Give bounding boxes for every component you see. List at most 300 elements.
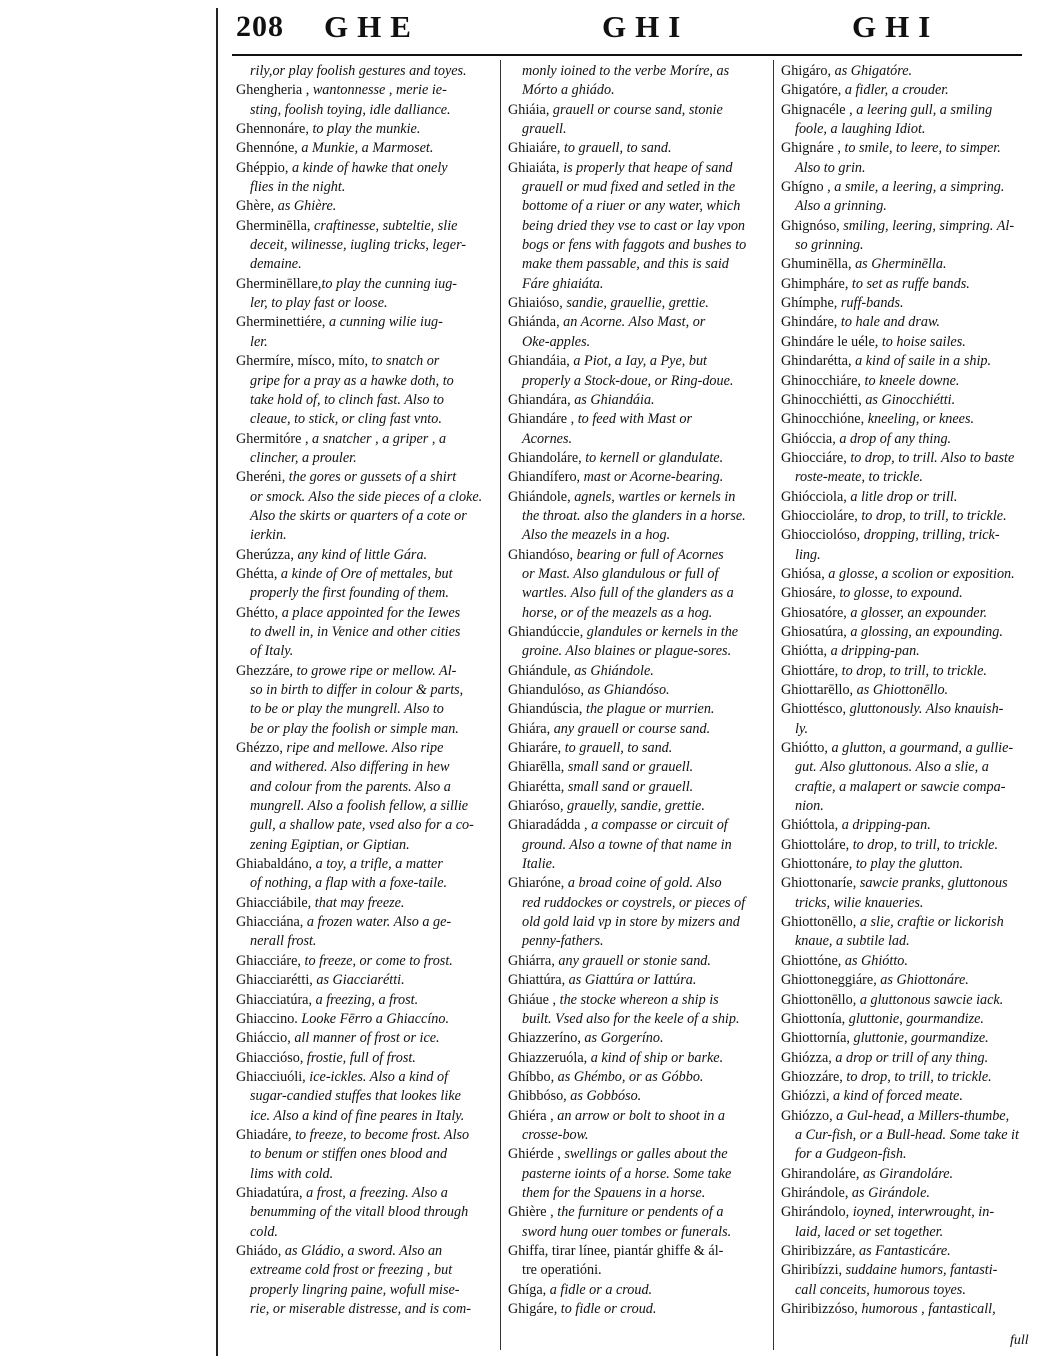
entry-continuation [781, 894, 1039, 913]
entry-headword: Ghígno , [781, 179, 831, 196]
entry-definition: an Acorne. Also Mast, or [559, 314, 706, 331]
entry-headword: Ghiacciána, [236, 914, 304, 931]
entry-headword: Ghiaióso, [508, 295, 563, 312]
dictionary-entry [508, 1281, 766, 1300]
left-margin-rule [216, 8, 218, 1356]
entry-definition: gut. Also gluttonous. Also a slie, a [795, 759, 989, 776]
entry-definition: old gold laid vp in store by mizers and [522, 914, 740, 931]
entry-definition: a compasse or circuit of [587, 817, 728, 834]
entry-continuation [781, 758, 1039, 777]
entry-definition: bottome of a riuer or any water, which [522, 198, 741, 215]
dictionary-entry [781, 816, 1039, 835]
entry-definition: to drop, to trill, to trickle. [849, 836, 999, 853]
entry-headword: Ghiottésco, [781, 701, 847, 718]
entry-definition: of nothing, a flap with a foxe-taile. [250, 875, 448, 892]
dictionary-entry [781, 62, 1039, 81]
dictionary-entry [508, 410, 766, 429]
entry-continuation [781, 197, 1039, 216]
entry-definition: ruff-bands. [837, 295, 904, 312]
entry-headword: Ghiottoneggiáre, [781, 972, 877, 989]
entry-headword: Ghiáia, [508, 101, 550, 118]
entry-headword: Ghezzáre, [236, 662, 294, 679]
entry-headword: Ghignóso, [781, 217, 840, 234]
entry-definition: grauelly, sandie, grettie. [563, 798, 705, 815]
entry-definition: a smile, a leering, a simpring. [830, 179, 1005, 196]
dictionary-entry [781, 1203, 1039, 1222]
dictionary-entry [236, 894, 494, 913]
column-divider [500, 60, 501, 1350]
entry-continuation [236, 1203, 494, 1222]
dictionary-entry [781, 681, 1039, 700]
entry-continuation [236, 449, 494, 468]
entry-definition: properly lingring paine, wofull mise- [250, 1281, 460, 1298]
entry-headword: Ghiózza, [781, 1049, 832, 1066]
dictionary-entry [781, 410, 1039, 429]
entry-headword: Ghiandáia, [508, 353, 570, 370]
entry-definition: to drop, to trill, to trickle. [838, 662, 987, 679]
entry-definition: as Girandoláre. [859, 1165, 954, 1182]
entry-definition: to play the glutton. [852, 856, 964, 873]
entry-definition: pasterne ioints of a horse. Some take [522, 1165, 732, 1182]
entry-headword: Ghiandúscia, [508, 701, 583, 718]
entry-definition: ground. Also a towne of that name in [522, 836, 732, 853]
entry-headword: Ghiottornía, [781, 1030, 850, 1047]
entry-continuation [236, 1165, 494, 1184]
entry-definition: so in birth to differ in colour & parts, [250, 682, 464, 698]
entry-definition: a kind of ship or barke. [587, 1049, 724, 1066]
entry-headword: Ghióccia, [781, 430, 836, 447]
entry-headword: Ghiottonēllo, [781, 991, 857, 1008]
entry-continuation [236, 410, 494, 429]
entry-headword: Ghiótto, [781, 740, 828, 757]
dictionary-entry [781, 991, 1039, 1010]
entry-definition: to hoise sailes. [878, 333, 966, 350]
dictionary-entry [781, 855, 1039, 874]
entry-definition: as Ghiandóso. [584, 682, 670, 698]
dictionary-entry [781, 1261, 1039, 1280]
entry-continuation [781, 778, 1039, 797]
entry-headword: Ghiocciolóso, [781, 527, 861, 544]
entry-definition: be or play the foolish or simple man. [250, 720, 459, 737]
entry-continuation [236, 1300, 494, 1319]
dictionary-entry [781, 391, 1039, 410]
entry-headword: Ghigáre, [508, 1301, 558, 1317]
entry-definition: as Ghigatóre. [831, 63, 913, 79]
entry-continuation [508, 430, 766, 449]
entry-continuation [781, 1281, 1039, 1300]
entry-definition: craftie, a malapert or sawcie compa- [795, 778, 1006, 795]
entry-definition: the furniture or pendents of a [553, 1204, 724, 1221]
entry-continuation [781, 797, 1039, 816]
dictionary-entry [508, 739, 766, 758]
entry-headword: Ghiottonáre, [781, 856, 853, 873]
entry-definition: ler, to play fast or loose. [250, 295, 388, 312]
entry-definition: sword hung ouer tombes or funerals. [522, 1223, 732, 1240]
entry-continuation [236, 1087, 494, 1106]
entry-definition: gluttonie, gourmandize. [849, 1030, 989, 1047]
header-center-letters: GHI [602, 9, 690, 44]
entry-continuation [236, 778, 494, 797]
entry-definition: as Girándole. [848, 1184, 930, 1201]
entry-definition: small sand or grauell. [564, 778, 694, 795]
dictionary-entry [781, 700, 1039, 719]
entry-definition: Looke Fērro a Ghiaccíno. [297, 1010, 450, 1027]
entry-definition: as Ghiótto. [841, 952, 908, 969]
entry-definition: suddaine humors, fantasti- [842, 1262, 998, 1279]
entry-headword: Ghirandoláre, [781, 1165, 860, 1182]
entry-continuation [236, 1261, 494, 1280]
entry-continuation [508, 642, 766, 661]
dictionary-entry [508, 1049, 766, 1068]
dictionary-entry [781, 178, 1039, 197]
entry-definition: built. Vsed also for the keele of a ship. [522, 1010, 740, 1027]
entry-continuation [508, 236, 766, 255]
entry-continuation [236, 526, 494, 545]
entry-definition: or Mast. Also glandulous or full of [522, 565, 719, 582]
dictionary-entry [236, 81, 494, 100]
entry-headword: Ghiottáre, [781, 662, 839, 679]
dictionary-column-middle [508, 62, 766, 1319]
dictionary-entry [236, 159, 494, 178]
entry-headword: Ghiósa, [781, 565, 825, 582]
entry-headword: Ghennóne, [236, 140, 298, 157]
entry-definition: ice. Also a kind of fine peares in Italy. [250, 1107, 465, 1124]
entry-continuation [236, 101, 494, 120]
dictionary-entry [781, 913, 1039, 932]
entry-definition: Oke-apples. [522, 333, 591, 350]
dictionary-entry [781, 971, 1039, 990]
dictionary-entry [781, 507, 1039, 526]
dictionary-entry [781, 1107, 1039, 1126]
dictionary-entry [236, 1068, 494, 1087]
entry-headword: Ghiottóne, [781, 952, 842, 969]
entry-continuation [781, 1126, 1039, 1145]
entry-definition: any grauell or stonie sand. [554, 952, 711, 969]
entry-continuation [781, 236, 1039, 255]
entry-continuation [236, 236, 494, 255]
dictionary-entry [508, 1203, 766, 1222]
entry-definition: as Ghiottonēllo. [853, 682, 949, 698]
entry-continuation [236, 294, 494, 313]
entry-headword: Ghiosatúra, [781, 623, 847, 640]
entry-definition: take hold of, to clinch fast. Also to [250, 391, 445, 408]
entry-definition: call conceits, humorous toyes. [795, 1281, 966, 1298]
dictionary-entry [236, 565, 494, 584]
dictionary-entry [508, 991, 766, 1010]
entry-headword: Ghiandoláre, [508, 449, 582, 466]
entry-headword: Ghiádo, [236, 1242, 282, 1259]
entry-definition: as Giattúra or Iattúra. [565, 972, 697, 989]
running-header [232, 4, 1022, 56]
dictionary-entry [781, 1029, 1039, 1048]
entry-definition: flies in the night. [250, 179, 346, 196]
dictionary-entry [781, 642, 1039, 661]
entry-continuation [236, 255, 494, 274]
entry-definition: to growe ripe or mellow. Al- [293, 662, 457, 679]
entry-continuation [236, 700, 494, 719]
entry-definition: demaine. [250, 256, 302, 273]
entry-definition: ripe and mellowe. Also ripe [282, 740, 444, 757]
entry-definition: swellings or galles about the [560, 1146, 728, 1163]
entry-headword: Ghézzo, [236, 740, 283, 757]
entry-headword: Ghigáro, [781, 63, 832, 79]
entry-definition: a snatcher , a griper , a [308, 430, 447, 447]
dictionary-entry [781, 1068, 1039, 1087]
entry-definition: zening Egiptian, or Giptian. [250, 836, 410, 853]
entry-continuation [508, 1126, 766, 1145]
entry-headword: Ghiócciola, [781, 488, 847, 505]
dictionary-entry [781, 1087, 1039, 1106]
entry-headword: Ghétto, [236, 604, 279, 621]
entry-headword: Ghiottonaríe, [781, 875, 857, 892]
entry-headword: Ghímphe, [781, 295, 838, 312]
entry-definition: to snatch or [368, 353, 440, 370]
entry-definition: as Ghiandáia. [570, 391, 655, 408]
entry-definition: a slie, craftie or lickorish [856, 914, 1004, 931]
entry-definition: grauell or course sand, stonie [549, 101, 723, 118]
entry-continuation [508, 507, 766, 526]
entry-headword: Ghiattúra, [508, 972, 566, 989]
dictionary-entry [781, 333, 1039, 352]
entry-continuation [236, 758, 494, 777]
dictionary-entry [508, 1145, 766, 1164]
entry-continuation [508, 275, 766, 294]
entry-definition: ice-ickles. Also a kind of [305, 1068, 449, 1085]
entry-definition: to feed with Mast or [574, 411, 693, 428]
dictionary-entry [781, 255, 1039, 274]
entry-headword: Ghermíre, mísco, míto, [236, 353, 368, 370]
entry-headword: Ghioccioláre, [781, 507, 858, 524]
entry-headword: Ghigatóre, [781, 82, 842, 99]
dictionary-entry [508, 468, 766, 487]
entry-definition: a broad coine of gold. Also [564, 875, 722, 892]
dictionary-entry [236, 1029, 494, 1048]
entry-continuation [508, 836, 766, 855]
dictionary-entry [781, 526, 1039, 545]
entry-continuation [781, 1223, 1039, 1242]
dictionary-entry [508, 449, 766, 468]
entry-definition: kneeling, or knees. [864, 411, 975, 428]
entry-definition: the throat. also the glanders in a horse. [522, 507, 746, 524]
entry-definition: cleaue, to stick, or cling fast vnto. [250, 411, 442, 428]
entry-definition: deceit, wilinesse, iugling tricks, leger- [250, 237, 467, 254]
entry-definition: Also a grinning. [795, 198, 887, 215]
entry-headword: Ghétta, [236, 565, 278, 582]
entry-headword: Ghirándolo, [781, 1204, 850, 1221]
dictionary-entry [508, 294, 766, 313]
entry-headword: Gherminēllare, [236, 275, 322, 292]
entry-continuation [236, 1281, 494, 1300]
dictionary-entry [236, 1010, 494, 1029]
entry-headword: Ghióttola, [781, 817, 839, 834]
entry-definition: a litle drop or trill. [846, 488, 958, 505]
entry-headword: Ghiandífero, [508, 469, 581, 486]
entry-headword: Ghirándole, [781, 1184, 849, 1201]
entry-definition: dropping, trilling, trick- [860, 527, 1000, 544]
entry-definition: and withered. Also differing in hew [250, 759, 450, 776]
dictionary-entry [781, 874, 1039, 893]
entry-definition: rie, or miserable distresse, and is com- [250, 1301, 471, 1317]
dictionary-entry [508, 1087, 766, 1106]
entry-headword: Ghiottonēllo, [781, 914, 857, 931]
dictionary-entry [236, 1126, 494, 1145]
entry-definition: knaue, a subtile lad. [795, 933, 910, 950]
entry-definition: roste-meate, to trickle. [795, 469, 923, 486]
dictionary-entry [781, 1242, 1039, 1261]
entry-definition: and colour from the parents. Also a [250, 778, 451, 795]
dictionary-entry [781, 1300, 1039, 1319]
entry-definition: to drop, to trill, to trickle. [857, 507, 1007, 524]
entry-definition: as Giacciarétti. [312, 972, 405, 989]
entry-continuation [781, 546, 1039, 565]
entry-headword: Ghiazzeruóla, [508, 1049, 588, 1066]
entry-definition: to drop, to trill. Also to baste [846, 449, 1015, 466]
entry-continuation [236, 720, 494, 739]
entry-headword: Ghiandúccie, [508, 623, 584, 640]
dictionary-entry [781, 662, 1039, 681]
entry-continuation [236, 1145, 494, 1164]
entry-definition: a Munkie, a Marmoset. [297, 140, 434, 157]
dictionary-entry [781, 217, 1039, 236]
entry-headword: Ghiaradádda , [508, 817, 588, 834]
dictionary-entry [781, 1010, 1039, 1029]
dictionary-entry [781, 1184, 1039, 1203]
entry-headword: Ghiára, [508, 720, 551, 737]
entry-definition: to glosse, to expound. [835, 585, 963, 602]
entry-definition: crosse-bow. [522, 1126, 589, 1143]
entry-definition: a kinde of Ore of mettales, but [277, 565, 453, 582]
entry-definition: a gluttonous sawcie iack. [856, 991, 1004, 1008]
entry-definition: as Ghiándole. [570, 662, 654, 679]
entry-headword: Ghiandóso, [508, 546, 574, 563]
entry-continuation [508, 932, 766, 951]
entry-definition: that may freeze. [311, 894, 405, 911]
entry-definition: a cunning wilie iug- [325, 314, 443, 331]
entry-continuation [236, 932, 494, 951]
entry-headword: Ghiarēlla, [508, 759, 565, 776]
entry-headword: Ghiánda, [508, 314, 560, 331]
dictionary-entry [508, 1029, 766, 1048]
entry-continuation [236, 623, 494, 642]
entry-continuation [508, 372, 766, 391]
dictionary-entry [508, 681, 766, 700]
entry-continuation [236, 62, 494, 81]
dictionary-entry [508, 662, 766, 681]
entry-definition: to freeze, or come to frost. [300, 952, 453, 969]
entry-definition: Also the meazels in a hog. [522, 527, 671, 544]
entry-continuation [236, 391, 494, 410]
entry-headword: Ghibbóso, [508, 1088, 567, 1105]
dictionary-entry [508, 1300, 766, 1319]
entry-headword: Ghiribizzáre, [781, 1242, 856, 1259]
entry-headword: Ghiaráre, [508, 740, 562, 757]
dictionary-entry [781, 294, 1039, 313]
dictionary-entry [781, 139, 1039, 158]
dictionary-entry [508, 101, 766, 120]
entry-headword: Ghiándole, [508, 488, 571, 505]
entry-definition: as Gobbóso. [566, 1088, 642, 1105]
entry-definition: a Piot, a Iay, a Pye, but [569, 353, 707, 370]
dictionary-entry [508, 488, 766, 507]
entry-definition: Mórto a ghiádo. [522, 82, 615, 99]
entry-definition: or smock. Also the side pieces of a cloke. [250, 488, 483, 505]
entry-definition: mungrell. Also a foolish fellow, a sillie [250, 798, 469, 815]
dictionary-entry [508, 139, 766, 158]
entry-definition: as Ginocchiétti. [861, 391, 956, 408]
entry-headword: Ghindáre le uéle, [781, 333, 879, 350]
entry-definition: craftinesse, subteltie, slie [310, 217, 458, 234]
dictionary-column-right [781, 62, 1039, 1319]
entry-definition: a drop of any thing. [835, 430, 952, 447]
entry-continuation [236, 642, 494, 661]
entry-definition: Also to grin. [795, 159, 866, 176]
entry-definition: as Ghémbo, or as Góbbo. [554, 1068, 704, 1085]
entry-definition: ling. [795, 546, 821, 563]
entry-definition: for a Gudgeon-fish. [795, 1146, 907, 1163]
catchword: full [1010, 1333, 1029, 1348]
dictionary-entry [236, 430, 494, 449]
entry-definition: sting, foolish toying, idle dalliance. [250, 101, 451, 118]
entry-definition: to drop, to trill, to trickle. [842, 1068, 992, 1085]
entry-definition: to grauell, to sand. [561, 740, 673, 757]
entry-continuation [236, 488, 494, 507]
entry-headword: Ghindáre, [781, 314, 838, 331]
entry-continuation [236, 507, 494, 526]
entry-definition: Acornes. [522, 430, 573, 447]
dictionary-entry [236, 197, 494, 216]
entry-definition: them for the Spauens in a horse. [522, 1184, 706, 1201]
entry-continuation [508, 855, 766, 874]
entry-definition: ly. [795, 720, 809, 737]
entry-continuation [508, 120, 766, 139]
dictionary-entry [508, 758, 766, 777]
entry-definition: wantonnesse , merie ie- [309, 82, 447, 99]
entry-headword: Ghiándule, [508, 662, 571, 679]
entry-headword: Ghiaccino. [236, 1010, 298, 1027]
entry-definition: a kind of forced meate. [829, 1088, 963, 1105]
entry-definition: make them passable, and this is said [522, 256, 729, 273]
entry-continuation [236, 1107, 494, 1126]
entry-continuation [508, 197, 766, 216]
entry-definition: nion. [795, 798, 824, 815]
entry-headword: Ghéppio, [236, 159, 289, 176]
entry-headword: Ghiáccio, [236, 1030, 291, 1047]
entry-definition: extreame cold frost or freezing , but [250, 1262, 453, 1279]
dictionary-column-left [236, 62, 494, 1319]
dictionary-entry [508, 159, 766, 178]
entry-continuation [236, 681, 494, 700]
entry-headword: Ghiocciáre, [781, 449, 847, 466]
dictionary-entry [508, 797, 766, 816]
dictionary-entry [508, 971, 766, 990]
entry-headword: Gheréni, [236, 469, 286, 486]
dictionary-entry [781, 313, 1039, 332]
entry-continuation [236, 372, 494, 391]
entry-headword: Ghiacciarétti, [236, 972, 313, 989]
dictionary-entry [781, 584, 1039, 603]
entry-definition: ioyned, interwrought, in- [849, 1204, 995, 1221]
entry-definition: a fidle or a croud. [546, 1281, 653, 1298]
entry-definition: clincher, a prouler. [250, 449, 357, 466]
entry-headword: Ghiffa, tirar línee, piantár ghiffe & ál- [508, 1242, 724, 1259]
entry-headword: Ghiosáre, [781, 585, 836, 602]
entry-headword: Ghiaccióso, [236, 1049, 304, 1066]
entry-continuation [508, 333, 766, 352]
entry-headword: Ghinocchiáre, [781, 372, 861, 389]
dictionary-entry [236, 217, 494, 236]
dictionary-entry [781, 739, 1039, 758]
entry-headword: Gherminēlla, [236, 217, 311, 234]
